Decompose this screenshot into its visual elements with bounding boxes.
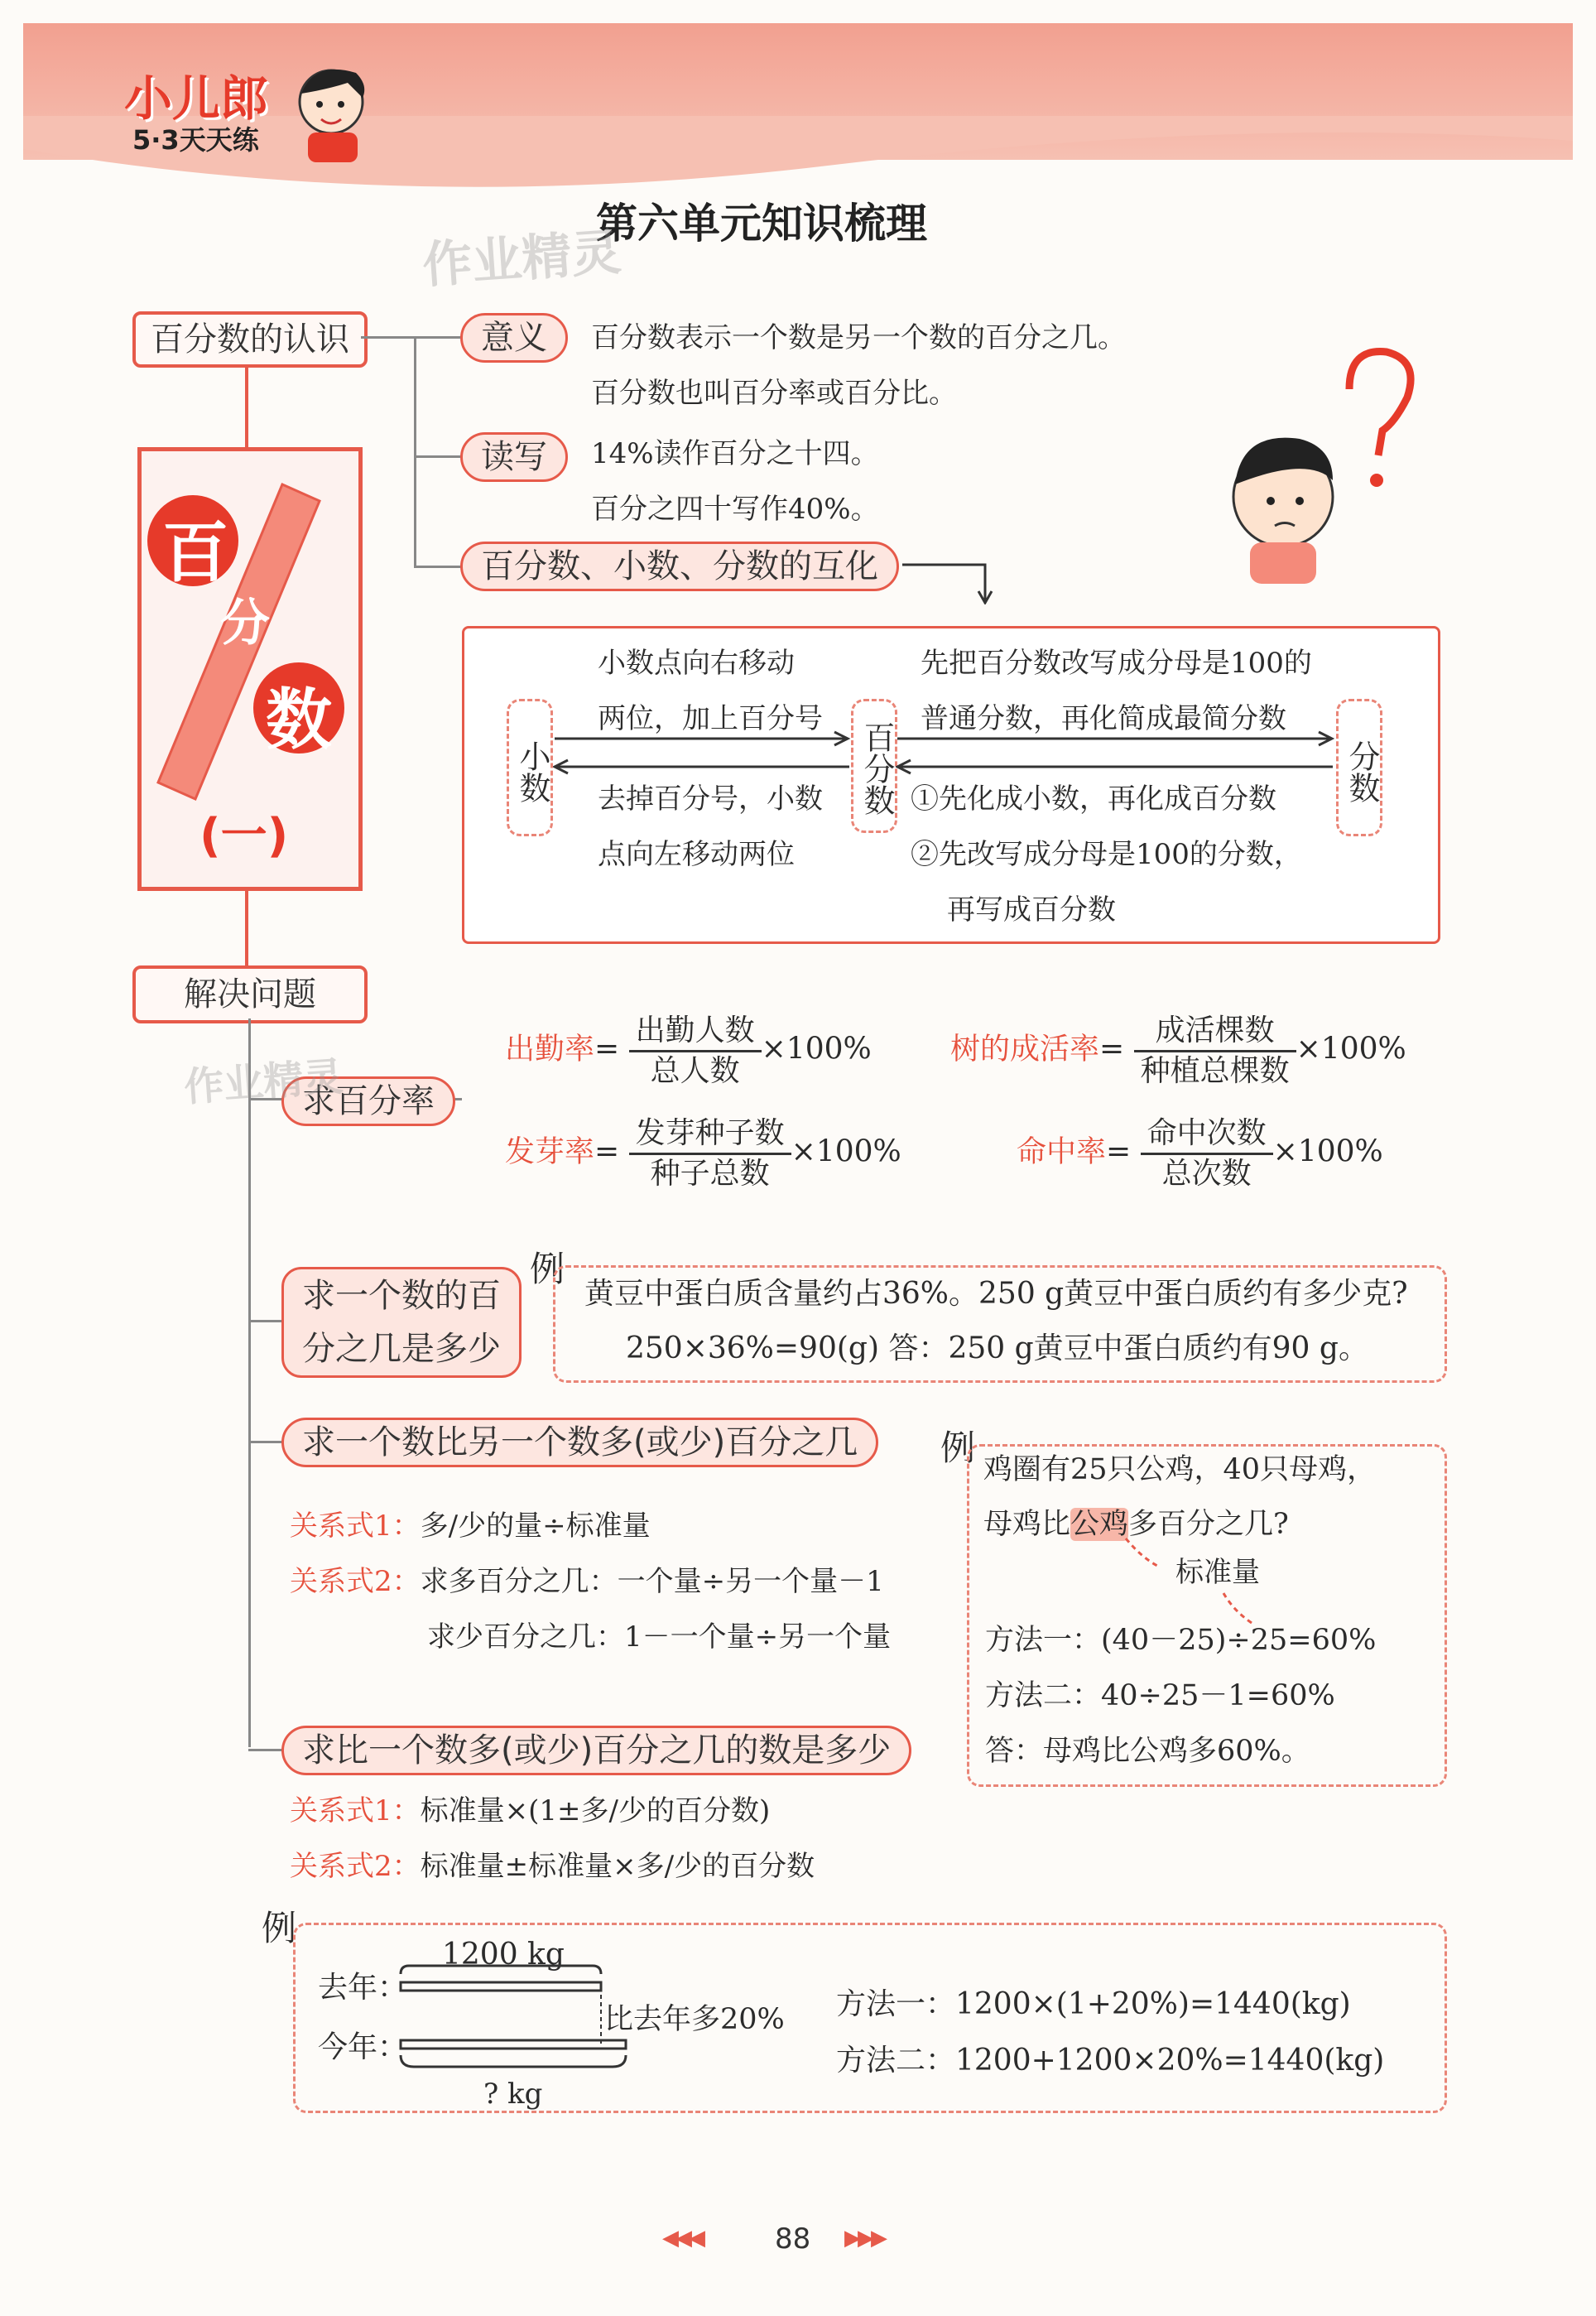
equals-sign: =	[1099, 1032, 1125, 1067]
node-line: 求一个数的百	[302, 1277, 501, 1315]
example3-method: 方法一：1200×(1+20%)=1440(kg)	[836, 1987, 1351, 2021]
connector	[414, 336, 462, 339]
example-label: 例	[940, 1428, 976, 1468]
rel-line	[290, 1792, 770, 1830]
meaning-line: 百分数也叫百分率或百分比。	[591, 377, 957, 410]
page-number: 88	[775, 2222, 811, 2256]
rel-line	[290, 1562, 884, 1601]
formula-name: 发芽率	[505, 1134, 595, 1169]
conv-text: 去掉百分号，小数	[598, 782, 823, 816]
brand-subtitle: 5·3天天练	[132, 124, 259, 156]
connector	[248, 1749, 283, 1751]
box-fraction: 分数	[1336, 699, 1382, 836]
rel-text: 标准量×(1±多/少的百分数)	[420, 1794, 771, 1827]
banner-char: 分	[220, 595, 270, 652]
node-recognition: 百分数的认识	[132, 311, 368, 368]
formula-name: 命中率	[1017, 1134, 1107, 1169]
formula-survival	[950, 1012, 1406, 1091]
rel-text: 多/少的量÷标准量	[420, 1509, 651, 1543]
text: 多百分之几?	[1128, 1508, 1289, 1541]
prev-page-icon[interactable]: ◀◀◀	[662, 2226, 702, 2251]
connector	[361, 336, 414, 339]
formula-tail: ×100%	[761, 1032, 872, 1067]
denominator: 总人数	[650, 1054, 740, 1088]
formula-hit	[1017, 1115, 1383, 1193]
node-find-number: 求比一个数多(或少)百分之几的数是多少	[281, 1726, 911, 1775]
rel-line	[290, 1507, 651, 1545]
formula-tail: ×100%	[1296, 1032, 1406, 1067]
this-year-label: 今年：	[318, 2030, 408, 2064]
denominator: 种植总棵数	[1140, 1054, 1290, 1088]
banner-part: (一)	[200, 809, 289, 863]
last-year-label: 去年：	[318, 1971, 408, 2005]
conv-text: 两位，加上百分号	[598, 702, 823, 735]
formula-attendance	[505, 1012, 872, 1091]
thinking-kid-icon	[1225, 339, 1440, 588]
connector	[245, 364, 248, 447]
formula-tail: ×100%	[791, 1134, 901, 1169]
meaning-line: 百分数表示一个数是另一个数的百分之几。	[591, 321, 1126, 354]
node-meaning: 意义	[460, 313, 568, 363]
next-page-icon[interactable]: ▶▶▶	[844, 2226, 884, 2251]
formula-tail: ×100%	[1272, 1134, 1383, 1169]
more-label: 比去年多20%	[604, 2003, 785, 2036]
connector	[414, 455, 462, 458]
amount-label: 1200 kg	[442, 1938, 565, 1972]
conv-text: ①先化成小数，再化成百分数	[911, 782, 1276, 816]
example1-question: 黄豆中蛋白质含量约占36%。250 g黄豆中蛋白质约有多少克?	[584, 1277, 1408, 1311]
std-label: 标准量	[1175, 1556, 1260, 1589]
denominator: 总次数	[1161, 1157, 1252, 1191]
unknown-label: ? kg	[483, 2078, 543, 2111]
numerator: 成活棵数	[1134, 1012, 1296, 1052]
banner-char: 数	[266, 681, 332, 758]
example3-method: 方法二：1200+1200×20%=1440(kg)	[836, 2044, 1385, 2078]
example-label: 例	[530, 1249, 565, 1289]
connector	[414, 566, 462, 568]
box-percent: 百分数	[851, 699, 897, 833]
side-banner	[137, 447, 363, 891]
formula-name: 树的成活率	[950, 1032, 1100, 1067]
equals-sign: =	[594, 1032, 620, 1067]
rel-text: 求多百分之几：一个量÷另一个量－1	[420, 1565, 884, 1598]
example-label: 例	[262, 1908, 297, 1948]
connector	[245, 883, 248, 974]
formula-name: 出勤率	[505, 1032, 595, 1067]
equals-sign: =	[594, 1134, 620, 1169]
rel-line	[290, 1847, 815, 1885]
bar-diagram	[397, 1962, 629, 2087]
connector	[248, 1441, 283, 1443]
example2-line: 鸡圈有25只公鸡，40只母鸡，	[983, 1453, 1377, 1486]
node-line: 分之几是多少	[302, 1330, 501, 1368]
conv-text: 小数点向右移动	[598, 647, 795, 680]
watermark: 作业精灵	[421, 223, 623, 296]
denominator: 种子总数	[650, 1157, 770, 1191]
node-solve: 解决问题	[132, 965, 368, 1023]
text: 母鸡比	[983, 1508, 1071, 1541]
conv-text: 点向左移动两位	[598, 838, 795, 871]
connector	[248, 1320, 283, 1322]
rel-label: 关系式1：	[290, 1509, 421, 1543]
rel-text: 求少百分之几：1－一个量÷另一个量	[427, 1620, 892, 1654]
formula-germination	[505, 1115, 901, 1193]
example2-method: 方法二：40÷25－1=60%	[985, 1679, 1335, 1712]
node-readwrite: 读写	[460, 432, 568, 482]
mascot-icon	[290, 56, 381, 164]
example2-answer: 答：母鸡比公鸡多60%。	[985, 1735, 1310, 1768]
connector	[248, 1018, 251, 1747]
banner-char: 百	[162, 513, 228, 591]
rel-text: 标准量±标准量×多/少的百分数	[420, 1850, 815, 1883]
node-conversion: 百分数、小数、分数的互化	[460, 542, 899, 591]
connector	[414, 336, 416, 568]
node-more-less: 求一个数比另一个数多(或少)百分之几	[281, 1418, 878, 1467]
rel-label: 关系式2：	[290, 1565, 421, 1598]
conv-text: ②先改写成分母是100的分数，	[911, 838, 1302, 871]
box-decimal: 小数	[507, 699, 553, 836]
node-find-percent: 求百分率	[281, 1076, 455, 1126]
readwrite-line: 14%读作百分之十四。	[591, 437, 879, 470]
conv-text: 普通分数，再化简成最简分数	[921, 702, 1286, 735]
node-percent-of-number	[281, 1267, 522, 1378]
numerator: 命中次数	[1141, 1115, 1273, 1155]
brand-logo: 小儿郎	[124, 70, 269, 127]
conv-text: 再写成百分数	[947, 893, 1116, 927]
example2-method: 方法一：(40－25)÷25=60%	[985, 1624, 1377, 1657]
readwrite-line: 百分之四十写作40%。	[591, 493, 879, 526]
numerator: 出勤人数	[629, 1012, 762, 1052]
highlight: 公鸡	[1070, 1508, 1129, 1541]
example1-answer: 250×36%=90(g) 答：250 g黄豆中蛋白质约有90 g。	[626, 1331, 1368, 1365]
page-title: 第六单元知识梳理	[596, 200, 927, 248]
arrow-icon	[902, 555, 993, 604]
rel-label: 关系式2：	[290, 1850, 421, 1883]
watermark: 作业精灵	[182, 1053, 345, 1111]
rel-label: 关系式1：	[290, 1794, 421, 1827]
numerator: 发芽种子数	[629, 1115, 791, 1155]
conv-text: 先把百分数改写成分母是100的	[921, 647, 1312, 680]
equals-sign: =	[1106, 1134, 1132, 1169]
